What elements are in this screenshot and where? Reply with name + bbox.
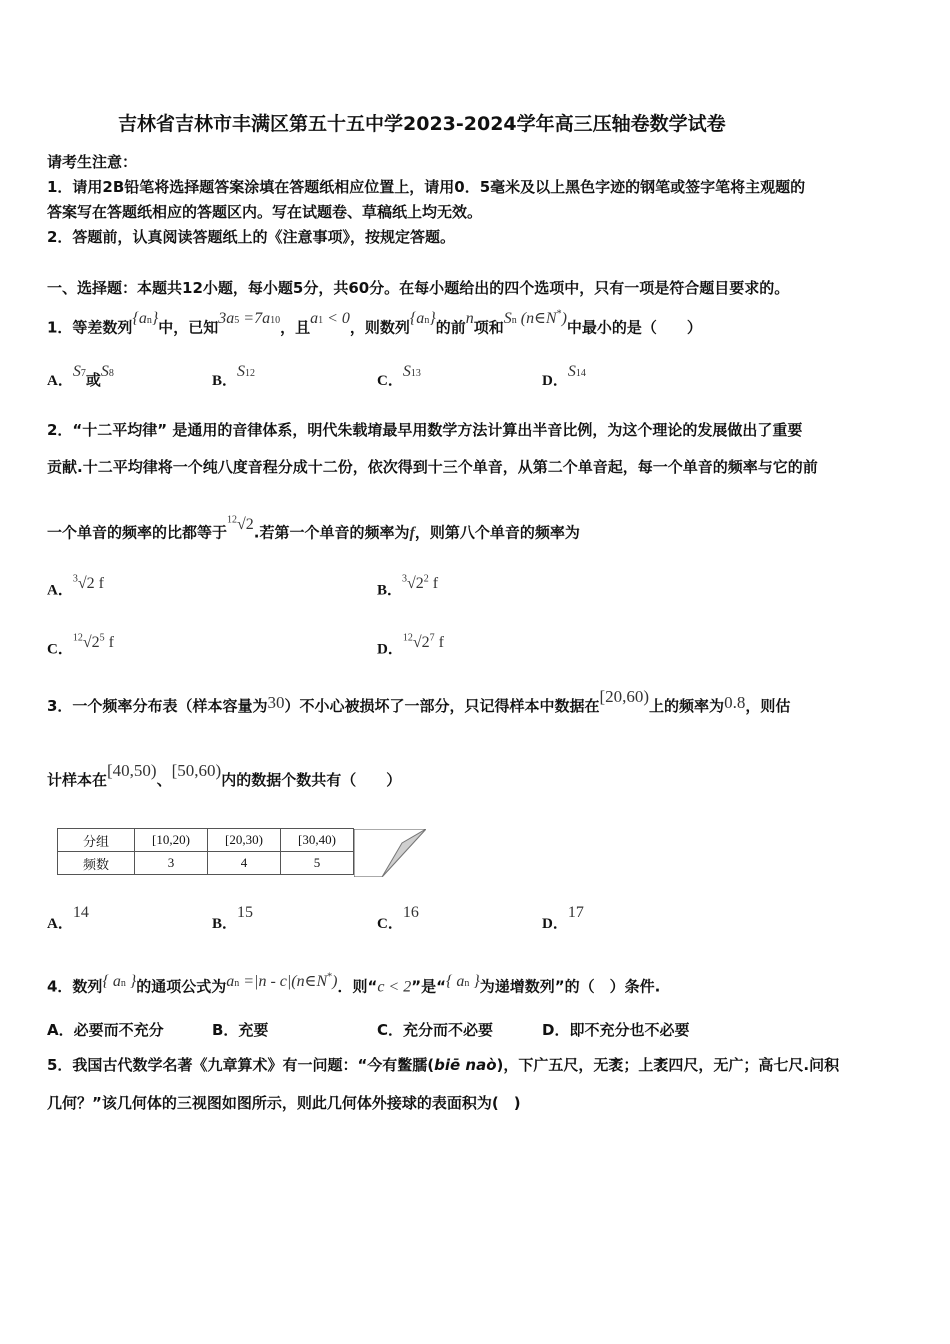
section-heading: 一、选择题：本题共12小题，每小题5分，共60分。在每小题给出的四个选项中，只有一项是符合题目要求的。 [47,279,790,297]
frequency-table [57,828,426,875]
question-3-option-a[interactable]: A．14 [47,904,89,932]
table-cell: 3 [135,852,208,875]
question-1-option-d[interactable]: D．S14 [542,363,586,389]
question-2-line-1: 2．“十二平均律” 是通用的音律体系，明代朱载堉最早用数学方法计算出半音比例，为这个理论的发展做出了重要 [47,421,803,439]
notice-heading: 请考生注意： [47,153,138,171]
question-4-option-d[interactable]: D．即不充分也不必要 [542,1021,690,1039]
question-3-line-1: 3．一个频率分布表（样本容量为30）不小心被损坏了一部分，只记得样本中数据在[20,60)上的频率为0.8，则估 [47,687,791,715]
table-header-cell: [30,40) [281,829,354,852]
notice-line-1b: 答案写在答题纸相应的答题区内。写在试题卷、草稿纸上均无效。 [47,203,483,221]
question-5-line-2: 几何？”该几何体的三视图如图所示，则此几何体外接球的表面积为( ) [47,1094,521,1112]
question-2-option-c[interactable]: C．$^{12}√2^5$ f [47,633,114,658]
question-1-option-c[interactable]: C．S13 [377,363,421,389]
question-2-option-d[interactable]: D．$^{12}√2^7$ f [377,633,444,658]
table-cell: 5 [281,852,354,875]
question-2-line-3: 一个单音的频率的比都等于$^{12}$√2.若第一个单音的频率为f，则第八个单音的频率为 [47,515,580,542]
question-3-option-c[interactable]: C．16 [377,904,419,932]
question-4-stem: 4．数列{ an }的通项公式为an =|n - c|(n∈N*)．则“c < 2”是“{ an }为递增数列”的（ ）条件. [47,972,661,996]
question-2-option-a[interactable]: A．$^3$√2 f [47,574,104,599]
table-cell: 4 [208,852,281,875]
question-3-line-2: 计样本在[40,50)、[50,60)内的数据个数共有（ ） [47,761,402,789]
torn-corner [354,829,427,875]
question-1-option-b[interactable]: B．S12 [212,363,256,389]
notice-line-2: 2．答题前，认真阅读答题纸上的《注意事项》，按规定答题。 [47,228,455,246]
notice-line-1: 1．请用2B铅笔将选择题答案涂填在答题纸相应位置上，请用0．5毫米及以上黑色字迹的钢笔或签字笔将主观题的 [47,178,806,196]
question-2-line-2: 贡献.十二平均律将一个纯八度音程分成十二份，依次得到十三个单音，从第二个单音起，每一个单音的频率与它的前 [47,458,818,476]
torn-corner-graphic [354,829,426,877]
table-row [58,829,427,852]
table-row-label: 频数 [58,852,135,875]
question-1-stem: 1．等差数列{an}中，已知3a5 =7a10，且a1 < 0，则数列{an}的前n项和Sn (n∈N*)中最小的是（ ） [47,309,702,337]
table-header-cell: 分组 [58,829,135,852]
question-3-option-b[interactable]: B．15 [212,904,254,932]
question-4-option-c[interactable]: C．充分而不必要 [377,1021,494,1039]
question-5-line-1: 5．我国古代数学名著《九章算术》有一问题：“今有鳖臑(biē naò)，下广五尺，无袤；上袤四尺，无广；高七尺.问积 [47,1056,840,1074]
question-2-option-b[interactable]: B．$^3√2^2$ f [377,574,439,599]
question-4-option-a[interactable]: A．必要而不充分 [47,1021,164,1039]
table-header-cell: [20,30) [208,829,281,852]
page-title: 吉林省吉林市丰满区第五十五中学2023-2024学年高三压轴卷数学试卷 [118,113,726,135]
question-1-option-a[interactable]: A．S7或S8 [47,363,114,389]
table-header-cell: [10,20) [135,829,208,852]
question-3-option-d[interactable]: D．17 [542,904,584,932]
question-4-option-b[interactable]: B．充要 [212,1021,269,1039]
